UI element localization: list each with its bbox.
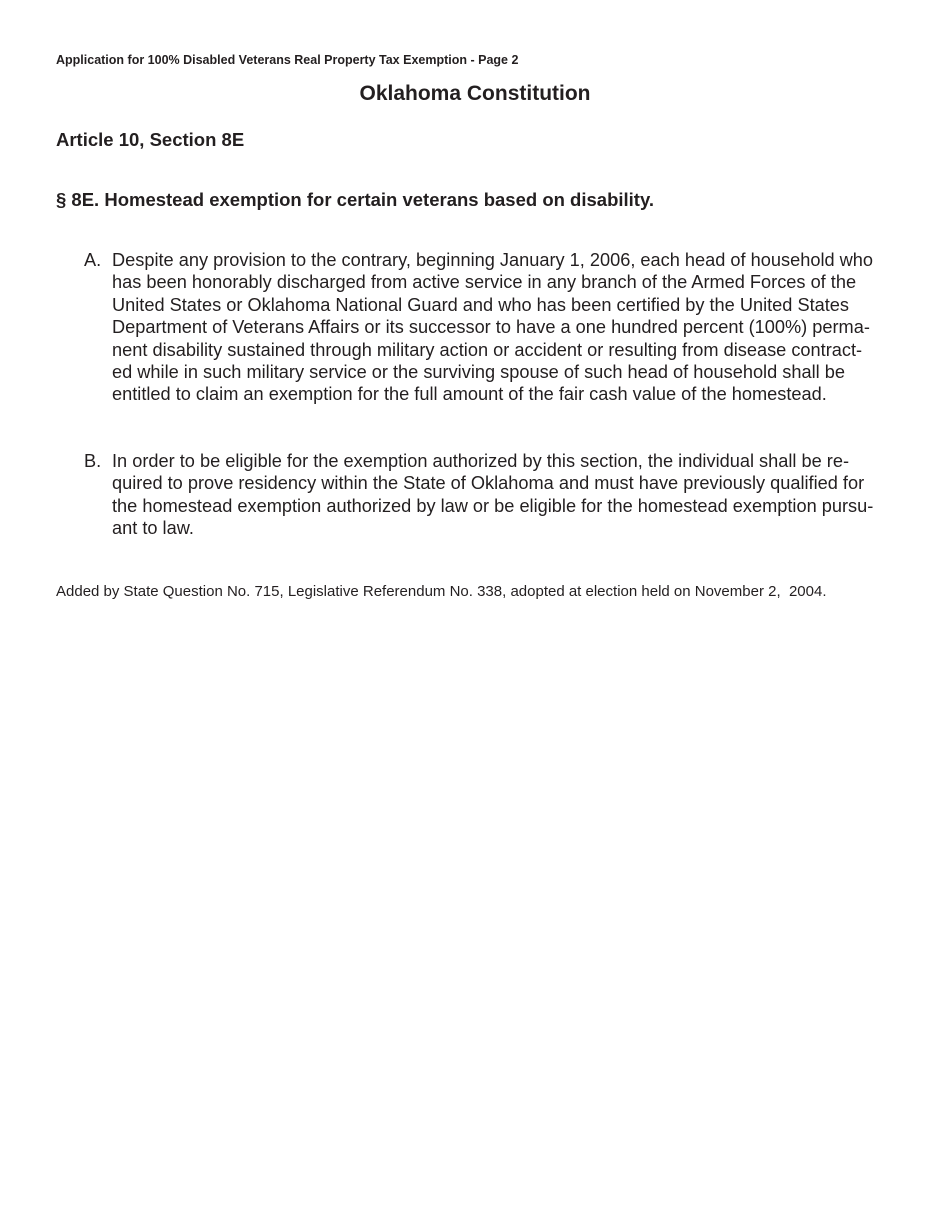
clause-line: quired to prove residency within the State of Oklahoma and must have previously qualified for	[112, 473, 865, 494]
clause-b	[84, 450, 898, 540]
page-header: Application for 100% Disabled Veterans Real Property Tax Exemption - Page 2	[56, 53, 519, 67]
clause-line: Department of Veterans Affairs or its successor to have a one hundred percent (100%) perma-	[112, 317, 870, 338]
clause-line: nent disability sustained through military action or accident or resulting from disease contract-	[112, 339, 863, 360]
clause-line: entitled to claim an exemption for the full amount of the fair cash value of the homestead.	[112, 384, 827, 405]
clause-a	[84, 249, 898, 406]
clause-line: ant to law.	[112, 518, 194, 539]
clause-line: United States or Oklahoma National Guard and who has been certified by the United States	[112, 294, 850, 315]
clause-letter: A.	[84, 250, 102, 270]
clause-letter: B.	[84, 451, 102, 471]
page-title: Oklahoma Constitution	[359, 82, 591, 105]
footnote: Added by State Question No. 715, Legislative Referendum No. 338, adopted at election held on November 2, 2004.	[56, 583, 827, 600]
clause-text	[112, 249, 898, 406]
section-heading: § 8E. Homestead exemption for certain veterans based on disability.	[56, 189, 655, 210]
clause-text	[112, 450, 898, 540]
article-heading: Article 10, Section 8E	[56, 129, 245, 150]
clause-line: ed while in such military service or the surviving spouse of such head of household shall be	[112, 362, 845, 383]
clause-line: the homestead exemption authorized by law or be eligible for the homestead exemption pursu-	[112, 495, 874, 516]
clause-line: has been honorably discharged from active service in any branch of the Armed Forces of the	[112, 272, 857, 293]
clause-line: Despite any provision to the contrary, beginning January 1, 2006, each head of household who	[112, 250, 874, 270]
clause-line: In order to be eligible for the exemption authorized by this section, the individual shall be re-	[112, 451, 850, 471]
